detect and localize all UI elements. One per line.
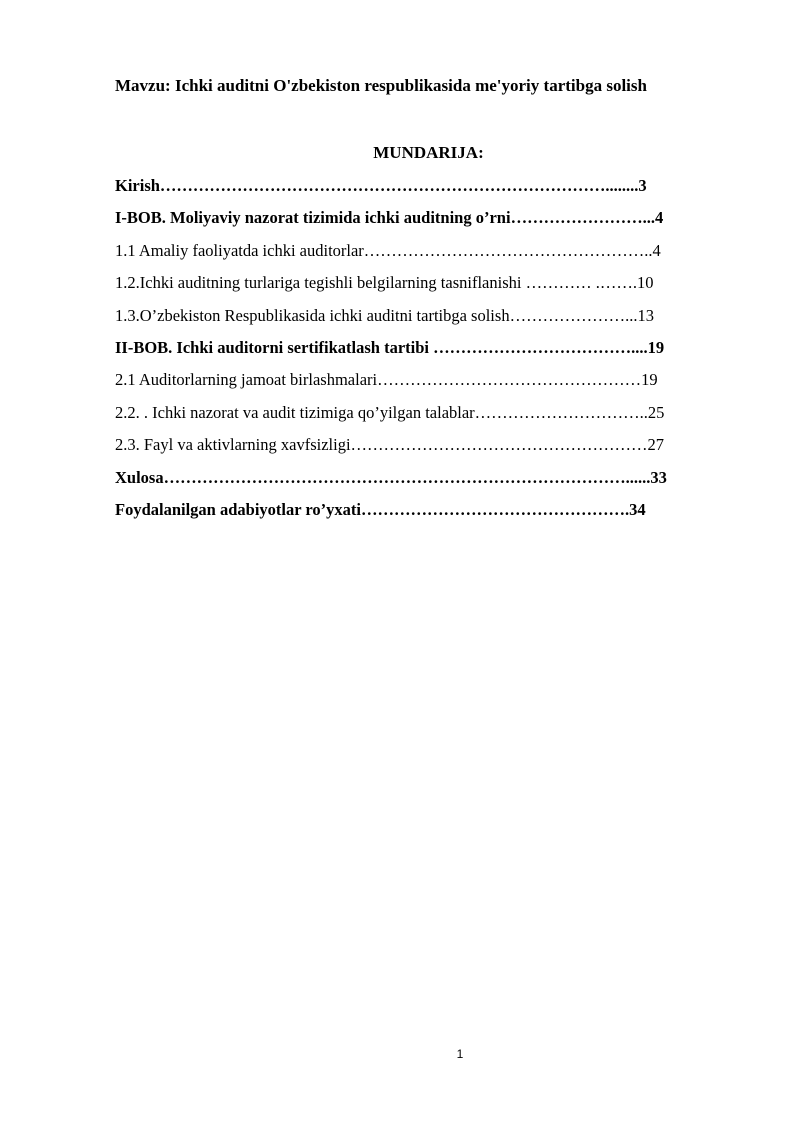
toc-heading: MUNDARIJA:: [373, 143, 484, 162]
toc-item-section-2-1: 2.1 Auditorlarning jamoat birlashmalari…………………………………………19: [115, 370, 658, 390]
toc-item-section-1-1: 1.1 Amaliy faoliyatda ichki auditorlar……………………………………………..4: [115, 240, 661, 260]
toc-item-section-2-2: 2.2. . Ichki nazorat va audit tizimiga qo’yilgan talablar…………………………..25: [115, 402, 665, 422]
toc-item-kirish: Kirish………………………………………………………………………........3: [115, 176, 647, 195]
toc-item-chapter-1: I-BOB. Moliyaviy nazorat tizimida ichki auditning o’rni……………………...4: [115, 208, 664, 228]
toc-item-section-1-2: 1.2.Ichki auditning turlariga tegishli belgilarning tasniflanishi ………… .…….10: [115, 273, 654, 293]
toc-item-xulosa: Xulosa…………………………………………………………………………......33: [115, 467, 667, 487]
toc-item-section-1-3: 1.3.O’zbekiston Respublikasida ichki auditni tartibga solish…………………...13: [115, 305, 654, 325]
toc-item-section-2-3: 2.3. Fayl va aktivlarning xavfsizligi………………………………………………27: [115, 435, 665, 455]
table-of-contents: [115, 172, 755, 528]
toc-item-bibliography: Foydalanilgan adabiyotlar ro’yxati………………………………………….34: [115, 499, 646, 519]
document-topic: Mavzu: Ichki auditni O'zbekiston respublikasida me'yoriy tartibga solish: [115, 76, 647, 95]
toc-item-chapter-2: II-BOB. Ichki auditorni sertifikatlash tartibi ………………………………....19: [115, 337, 665, 357]
page-number: 1: [456, 1047, 464, 1061]
